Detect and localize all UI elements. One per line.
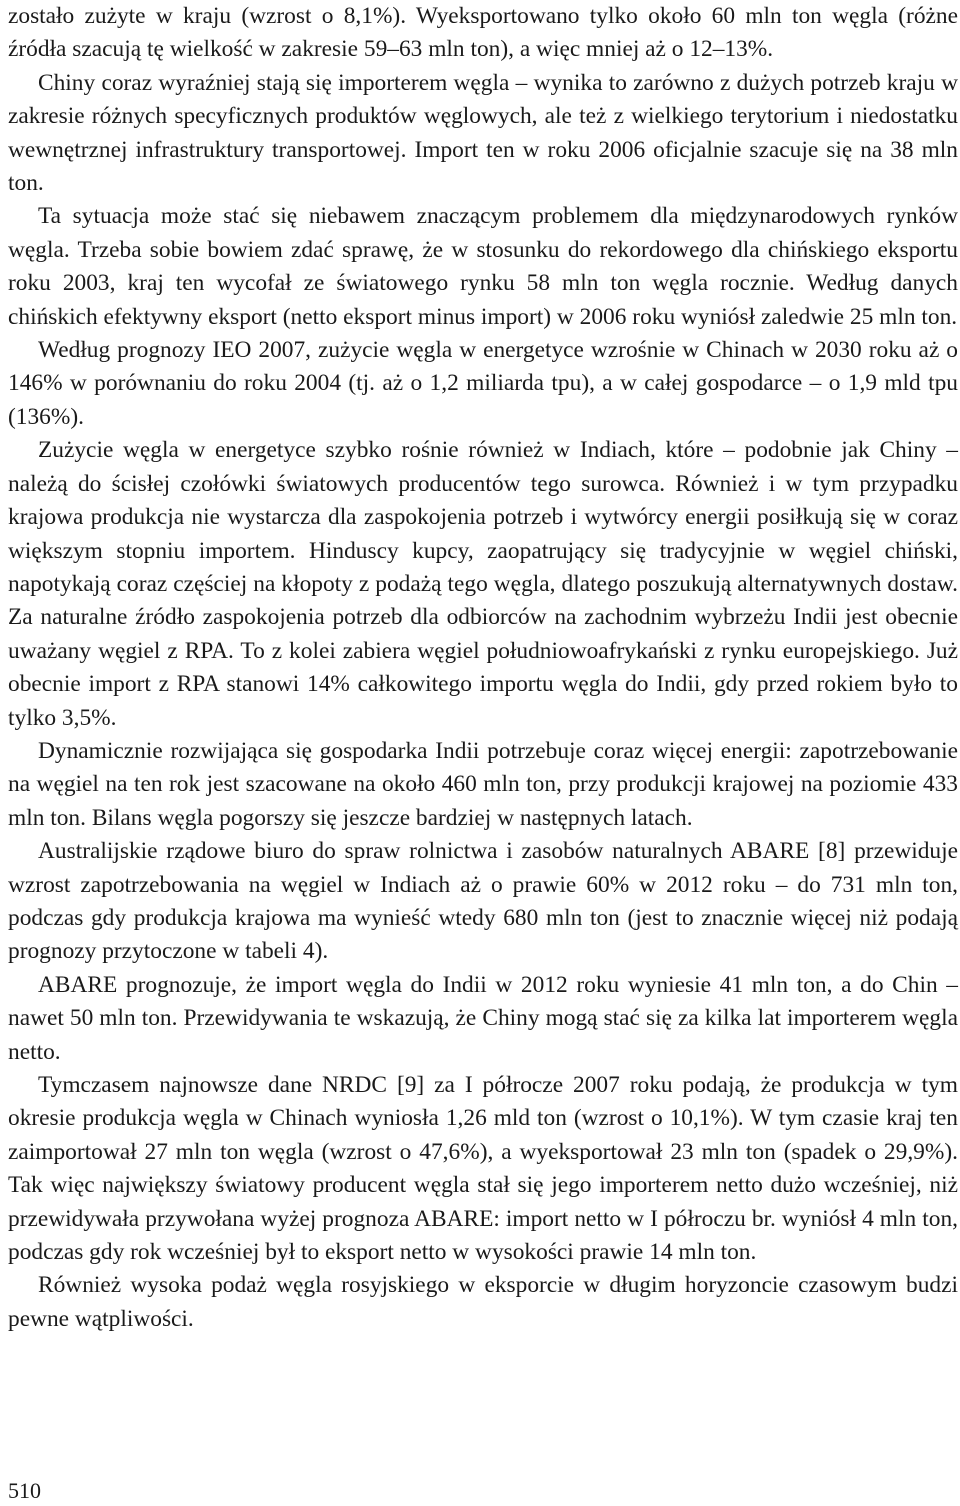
paragraph: Zużycie węgla w energetyce szybko rośnie również w Indiach, które – podobnie jak Chiny – należą do ścisłej czołówki światowych producentów tego surowca. Również i w tym przypadku krajowa produkcja nie wystarcza dla zaspokojenia potrzeb i wytwórcy energii posiłkują się w coraz większym stopniu importem. Hinduscy kupcy, zaopatrujący się tradycyjnie w węgiel chiński, napotykają coraz częściej na kłopoty z podażą tego węgla, dlatego poszukują alternatywnych dostaw. Za naturalne źródło zaspokojenia potrzeb dla odbiorców na zachodnim wybrzeżu Indii jest obecnie uważany węgiel z RPA. To z kolei zabiera węgiel południowoafrykański z rynku europejskiego. Już obecnie import z RPA stanowi 14% całkowitego importu węgla do Indii, gdy przed rokiem było to tylko 3,5%. <box>8 437 958 731</box>
page-number: 510 <box>8 1478 41 1503</box>
document-body <box>8 0 958 1336</box>
paragraph: Chiny coraz wyraźniej stają się importerem węgla – wynika to zarówno z dużych potrzeb kraju w zakresie różnych specyficznych produktów węglowych, ale też z wielkiego terytorium i niedostatku wewnętrznej infrastruktury transportowej. Import ten w roku 2006 oficjalnie szacuje się na 38 mln ton. <box>8 69 958 197</box>
paragraph: Dynamicznie rozwijająca się gospodarka Indii potrzebuje coraz więcej energii: zapotrzebowanie na węgiel na ten rok jest szacowane na około 460 mln ton, przy produkcji krajowej na poziomie 433 mln ton. Bilans węgla pogorszy się jeszcze bardziej w następnych latach. <box>8 737 958 831</box>
paragraph: ABARE prognozuje, że import węgla do Indii w 2012 roku wyniesie 41 mln ton, a do Chin – nawet 50 mln ton. Przewidywania te wskazują, że Chiny mogą stać się za kilka lat importerem węgla netto. <box>8 971 958 1065</box>
paragraph: Według prognozy IEO 2007, zużycie węgla w energetyce wzrośnie w Chinach w 2030 roku aż o 146% w porównaniu do roku 2004 (tj. aż o 1,2 miliarda tpu), a w całej gospodarce – o 1,9 mld tpu (136%). <box>8 337 958 430</box>
paragraph: Australijskie rządowe biuro do spraw rolnictwa i zasobów naturalnych ABARE [8] przewiduje wzrost zapotrzebowania na węgiel w Indiach aż o prawie 60% w 2012 roku – do 731 mln ton, podczas gdy produkcja krajowa ma wynieść wtedy 680 mln ton (jest to znacznie więcej niż podają prognozy przytoczone w tabeli 4). <box>8 838 958 965</box>
paragraph-continued: zostało zużyte w kraju (wzrost o 8,1%). Wyeksportowano tylko około 60 mln ton węgla (różne źródła szacują tę wielkość w zakresie 59–63 mln ton), a więc mniej aż o 12–13%. <box>8 3 958 63</box>
paragraph: Również wysoka podaż węgla rosyjskiego w eksporcie w długim horyzoncie czasowym budzi pewne wątpliwości. <box>8 1272 958 1332</box>
paragraph: Ta sytuacja może stać się niebawem znaczącym problemem dla międzynarodowych rynków węgla. Trzeba sobie bowiem zdać sprawę, że w stosunku do rekordowego dla chińskiego eksportu roku 2003, kraj ten wycofał ze światowego rynku 58 mln ton węgla rocznie. Według danych chińskich efektywny eksport (netto eksport minus import) w 2006 roku wyniósł zaledwie 25 mln ton. <box>8 203 958 330</box>
paragraph: Tymczasem najnowsze dane NRDC [9] za I półrocze 2007 roku podają, że produkcja w tym okresie produkcja węgla w Chinach wyniosła 1,26 mld ton (wzrost o 10,1%). W tym czasie kraj ten zaimportował 27 mln ton węgla (wzrost o 47,6%), a wyeksportował 23 mln ton (spadek o 29,9%). Tak więc największy światowy producent węgla stał się jego importerem netto dużo wcześniej, niż przewidywała przywołana wyżej prognoza ABARE: import netto w I półroczu br. wyniósł 4 mln ton, podczas gdy rok wcześniej był to eksport netto w wysokości prawie 14 mln ton. <box>8 1072 958 1266</box>
